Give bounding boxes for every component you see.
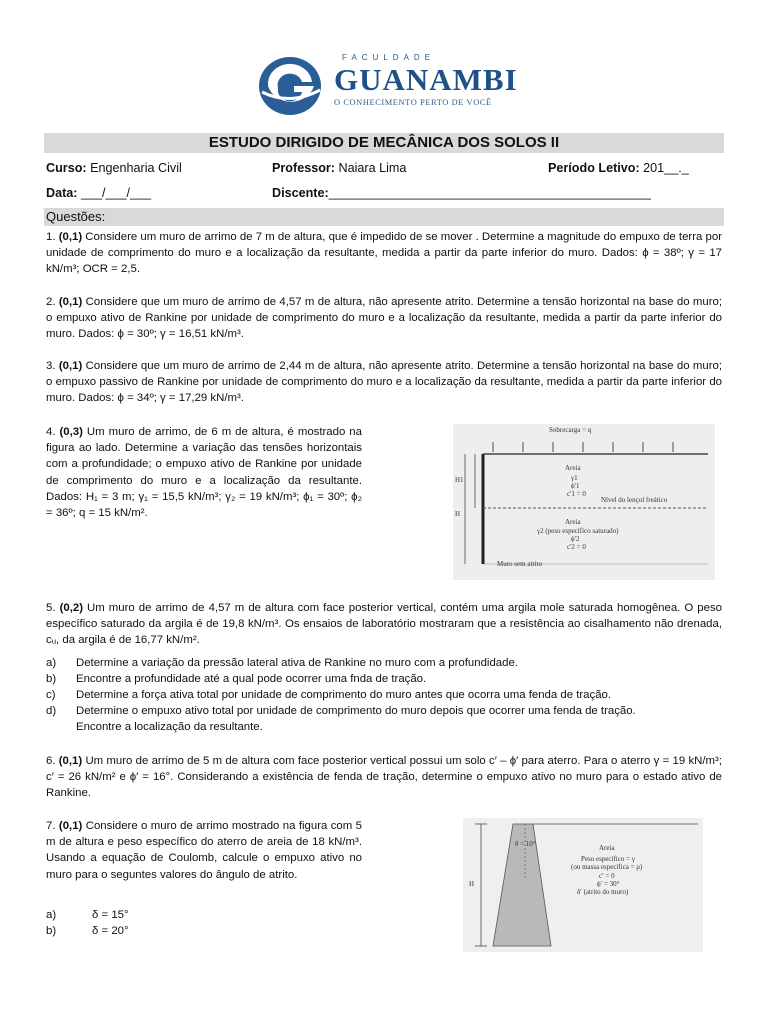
fig4-c1: c'1 = 0 bbox=[567, 490, 586, 498]
q6-text: Um muro de arrimo de 5 m de altura com face posterior vertical possui um solo c′ – ϕ′ para aterro. Para o aterro γ = 19 kN/m³; c′ = 26 kN/m² e ϕ′ = 16°. Considerando a existência de fenda de tração, determine o empuxo ativo no muro para o estado ativo de Rankine. bbox=[46, 755, 722, 800]
curso-field bbox=[46, 160, 182, 176]
fig4-areia2: Areia bbox=[565, 518, 581, 526]
data-field bbox=[46, 185, 151, 201]
question-5: 5. (0,2) Um muro de arrimo de 4,57 m de altura com face posterior vertical, contém uma argila mole saturada homogênea. O peso específico saturado da argila é de 19,8 kN/m³. Os ensaios de laboratório mostraram que a resistência ao cisalhamento não drenada, cᵤ, da argila é de 16,77 kN/m². bbox=[46, 602, 723, 647]
q5-item-c: c) Determine a força ativa total por unidade de comprimento do muro antes que ocorra uma fenda de tração. bbox=[46, 689, 612, 701]
question-1: 1. (0,1) Considere um muro de arrimo de 7 m de altura, que é impedido de se mover . Determine a magnitude do empuxo de terra por unidade de comprimento do muro e a localização da resultante, medida a partir da parte inferior do muro. Dados: ϕ = 38º; γ = 17 kN/m³; OCR = 2,5. bbox=[46, 231, 722, 276]
q5-item-d: d) Determine o empuxo ativo total por unidade de comprimento do muro depois que ocorrer uma fenda de tração. bbox=[46, 705, 636, 717]
periodo-value: 201__._ bbox=[643, 161, 689, 175]
fig7-c: c′ = 0 bbox=[599, 872, 615, 880]
logo-name: GUANAMBI bbox=[334, 62, 518, 97]
q7-figure bbox=[463, 818, 703, 952]
discente-value: ______________________________________________ bbox=[328, 186, 651, 200]
q7-figure-drawing bbox=[463, 818, 703, 952]
q1-points: (0,1) bbox=[58, 231, 83, 243]
question-4: 4. (0,3) Um muro de arrimo, de 6 m de altura, é mostrado na figura ao lado. Determine a variação das tensões horizontais com a profundidade; o empuxo ativo de Rankine por unidade de comprimento do muro e a localização da resultante. Dados: H₁ = 3 m; γ₁ = 15,5 kN/m³; γ₂ = 19 kN/m³; ϕ₁ = 30º; ϕ₂ = 36º; q = 15 kN/m². bbox=[46, 426, 362, 520]
page-title: ESTUDO DIRIGIDO DE MECÂNICA DOS SOLOS II bbox=[208, 134, 560, 151]
fig7-phi: ϕ′ = 30° bbox=[597, 880, 620, 888]
fig7-h: H bbox=[469, 880, 475, 888]
professor-field bbox=[272, 160, 406, 176]
questoes-label: Questões: bbox=[46, 209, 106, 224]
discente-field bbox=[272, 185, 651, 201]
question-3: 3. (0,1) Considere que um muro de arrimo de 2,44 m de altura, não apresente atrito. Determine a tensão horizontal na base do muro; o empuxo passivo de Rankine por unidade de comprimento do muro e a localização da resultante, medida a partir da parte inferior do muro. Dados: ϕ = 34º; γ = 17,29 kN/m³. bbox=[46, 360, 723, 405]
q4-figure bbox=[453, 424, 715, 580]
q4-points: (0,3) bbox=[59, 426, 83, 438]
fig4-h: H bbox=[455, 510, 461, 518]
periodo-label: Período Letivo: bbox=[548, 161, 640, 175]
q3-text: Considere que um muro de arrimo de 2,44 m de altura, não apresente atrito. Determine a tensão horizontal na base do muro; o empuxo passivo de Rankine por unidade de comprimento do muro e a localização da resultante, medida a partir da parte inferior do muro. Dados: ϕ = 34º; γ = 17,29 kN/m³. bbox=[46, 360, 723, 405]
fig4-gamma1: γ1 bbox=[571, 474, 578, 482]
q2-text: Considere que um muro de arrimo de 4,57 m de altura, não apresente atrito. Determine a tensão horizontal na base do muro; o empuxo ativo de Rankine por unidade de comprimento do muro e a localização da resultante, medida a partir da parte inferior do muro. Dados: ϕ = 30º; γ = 16,51 kN/m³. bbox=[46, 296, 723, 341]
fig4-areia1: Areia bbox=[565, 464, 581, 472]
q7-points: (0,1) bbox=[58, 820, 83, 832]
logo-faculdade: FACULDADE bbox=[342, 53, 436, 62]
question-6: 6. (0,1) Um muro de arrimo de 5 m de altura com face posterior vertical possui um solo c′ – ϕ′ para aterro. Para o aterro γ = 19 kN/m³; c′ = 26 kN/m² e ϕ′ = 16°. Considerando a existência de fenda de tração, determine o empuxo ativo no muro para o estado ativo de Rankine. bbox=[46, 755, 722, 800]
fig7-angle: θ = 10° bbox=[515, 840, 536, 848]
fig4-gamma2: γ2 (peso específico saturado) bbox=[537, 527, 619, 535]
questoes-bar bbox=[44, 208, 724, 226]
q5-text: Um muro de arrimo de 4,57 m de altura com face posterior vertical, contém uma argila mole saturada homogênea. O peso específico saturado da argila é de 19,8 kN/m³. Os ensaios de laboratório mostraram que a resistência ao cisalhamento não drenada, cᵤ, da argila é de 16,77 kN/m². bbox=[46, 602, 723, 647]
fig4-phi1: ϕ'1 bbox=[571, 482, 580, 490]
q5-points: (0,2) bbox=[59, 602, 83, 614]
data-label: Data: bbox=[46, 186, 78, 200]
fig4-sobrecarga: Sobrecarga = q bbox=[549, 426, 592, 434]
q6-points: (0,1) bbox=[58, 755, 83, 767]
q4-figure-drawing bbox=[453, 424, 715, 580]
fig7-peso: Peso específico = γ bbox=[581, 855, 635, 863]
professor-value: Naiara Lima bbox=[338, 161, 407, 175]
discente-label: Discente: bbox=[272, 186, 329, 200]
fig7-areia: Areia bbox=[599, 844, 615, 852]
q1-text: Considere um muro de arrimo de 7 m de altura, que é impedido de se mover . Determine a magnitude do empuxo de terra por unidade de comprimento do muro e a localização da resultante, medida a partir da parte inferior do muro. Dados: ϕ = 38º; γ = 17 kN/m³; OCR = 2,5. bbox=[46, 231, 722, 276]
logo-slogan: O CONHECIMENTO PERTO DE VOCÊ bbox=[334, 98, 492, 107]
q3-points: (0,1) bbox=[58, 360, 83, 372]
fig4-c2: c'2 = 0 bbox=[567, 543, 586, 551]
logo-emblem bbox=[258, 56, 322, 116]
fig4-muro: Muro sem atrito bbox=[497, 560, 543, 568]
q7-item-b: b) δ = 20° bbox=[46, 925, 129, 937]
q2-points: (0,1) bbox=[58, 296, 83, 308]
fig4-nivel: Nível do lençol freático bbox=[601, 496, 668, 504]
q5-item-a: a) Determine a variação da pressão lateral ativa de Rankine no muro com a profundidade. bbox=[46, 657, 518, 669]
q5-item-d-cont: Encontre a localização da resultante. bbox=[76, 721, 263, 733]
data-value: ___/___/___ bbox=[81, 186, 152, 200]
q7-item-a: a) δ = 15° bbox=[46, 909, 129, 921]
fig7-delta: δ′ (atrito do muro) bbox=[577, 888, 629, 896]
fig4-phi2: ϕ'2 bbox=[571, 535, 580, 543]
q7-text: Considere o muro de arrimo mostrado na figura com 5 m de altura e peso específico do aterro de areia de 18 kN/m³. Usando a equação de Coulomb, calcule o empuxo ativo no muro para o seguntes valores do ângulo de atrito. bbox=[46, 820, 362, 881]
curso-value: Engenharia Civil bbox=[90, 161, 182, 175]
question-7: 7. (0,1) Considere o muro de arrimo mostrado na figura com 5 m de altura e peso específico do aterro de areia de 18 kN/m³. Usando a equação de Coulomb, calcule o empuxo ativo no muro para o seguntes valores do ângulo de atrito. bbox=[46, 820, 362, 881]
curso-label: Curso: bbox=[46, 161, 87, 175]
professor-label: Professor: bbox=[272, 161, 335, 175]
q5-item-b: b) Encontre a profundidade até a qual pode ocorrer uma fnda de tração. bbox=[46, 673, 427, 685]
fig7-massa: (ou massa específica = ρ) bbox=[571, 863, 643, 871]
question-2: 2. (0,1) Considere que um muro de arrimo de 4,57 m de altura, não apresente atrito. Determine a tensão horizontal na base do muro; o empuxo ativo de Rankine por unidade de comprimento do muro e a localização da resultante, medida a partir da parte inferior do muro. Dados: ϕ = 30º; γ = 16,51 kN/m³. bbox=[46, 296, 723, 341]
fig4-h1: H1 bbox=[455, 476, 464, 484]
q4-text: Um muro de arrimo, de 6 m de altura, é mostrado na figura ao lado. Determine a variação das tensões horizontais com a profundidade; o empuxo ativo de Rankine por unidade de comprimento do muro e a localização da resultante. Dados: H₁ = 3 m; γ₁ = 15,5 kN/m³; γ₂ = 19 kN/m³; ϕ₁ = 30º; ϕ₂ = 36º; q = 15 kN/m². bbox=[46, 426, 362, 520]
periodo-field bbox=[548, 160, 689, 176]
